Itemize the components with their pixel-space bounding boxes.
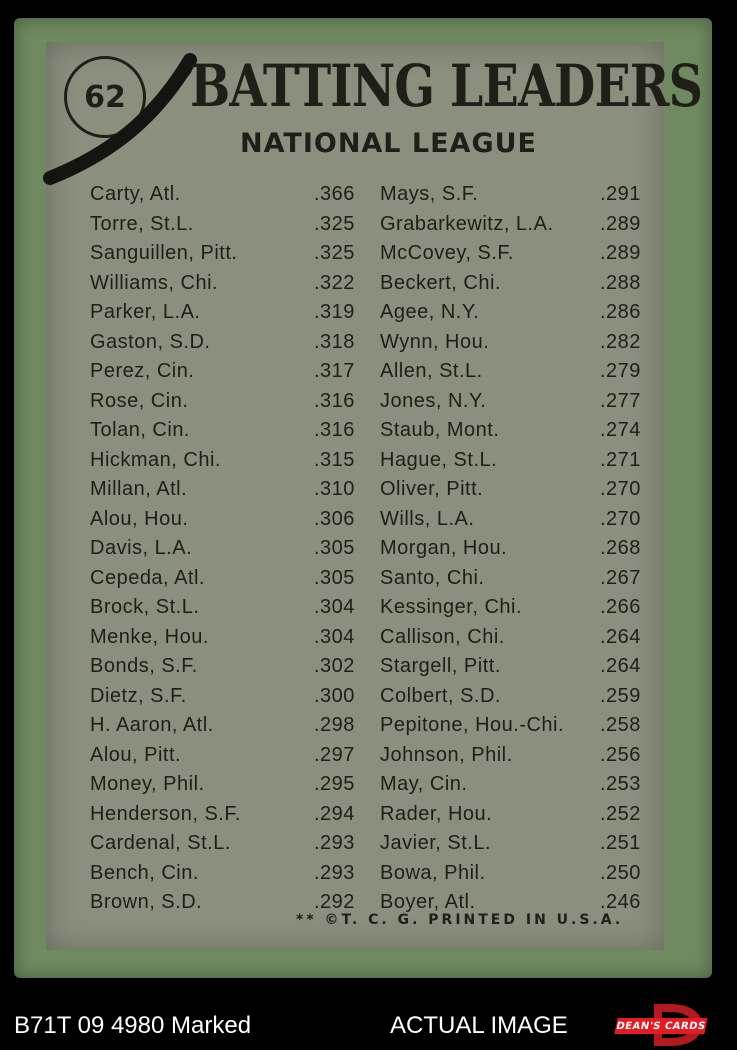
batting-average: .258 — [600, 714, 641, 736]
batting-average: .305 — [314, 537, 355, 559]
batting-average: .271 — [600, 448, 641, 471]
leader-row — [0, 360, 737, 388]
leader-row — [0, 596, 737, 624]
copyright-footer: ** ©T. C. G. PRINTED IN U.S.A. — [296, 912, 624, 928]
player-name: Mays, S.F. — [380, 183, 479, 205]
batting-average: .297 — [314, 743, 355, 766]
player-name: Santo, Chi. — [380, 566, 485, 589]
listing-caption: B71T 09 4980 Marked — [14, 1012, 252, 1039]
batting-average: .322 — [314, 271, 355, 294]
player-name: Alou, Pitt. — [90, 743, 182, 766]
batting-average: .264 — [600, 655, 641, 677]
batting-average: .282 — [600, 330, 641, 353]
leader-row — [0, 213, 737, 241]
batting-average: .250 — [600, 861, 641, 884]
batting-average: .304 — [314, 625, 355, 648]
batting-average: .268 — [600, 537, 641, 559]
batting-average: .277 — [600, 389, 641, 412]
player-name: Morgan, Hou. — [380, 537, 508, 559]
leader-row — [0, 242, 737, 270]
batting-average: .267 — [600, 566, 641, 589]
player-name: Hague, St.L. — [380, 448, 498, 471]
player-name: McCovey, S.F. — [380, 242, 514, 264]
player-name: Agee, N.Y. — [380, 301, 480, 323]
batting-average: .295 — [314, 773, 355, 795]
player-name: Williams, Chi. — [90, 271, 219, 294]
player-name: Allen, St.L. — [380, 360, 483, 382]
player-name: Millan, Atl. — [90, 478, 188, 500]
player-name: Brock, St.L. — [90, 596, 200, 618]
player-name: Parker, L.A. — [90, 301, 201, 323]
batting-average: .289 — [600, 212, 641, 235]
leader-row — [0, 685, 737, 713]
player-name: Rader, Hou. — [380, 802, 493, 825]
batting-average: .288 — [600, 271, 641, 294]
leader-row — [0, 567, 737, 595]
batting-average: .256 — [600, 743, 641, 766]
batting-average: .264 — [600, 625, 641, 648]
batting-average: .274 — [600, 419, 641, 441]
player-name: Hickman, Chi. — [90, 448, 221, 471]
batting-average: .246 — [600, 891, 641, 913]
batting-average: .253 — [600, 773, 641, 795]
player-name: Bonds, S.F. — [90, 655, 198, 677]
card-subtitle: NATIONAL LEAGUE — [240, 128, 537, 159]
leader-row — [0, 449, 737, 477]
player-name: Carty, Atl. — [90, 183, 181, 205]
player-name: H. Aaron, Atl. — [90, 714, 214, 736]
player-name: Menke, Hou. — [90, 625, 209, 648]
batting-average: .310 — [314, 478, 355, 500]
batting-average: .286 — [600, 301, 641, 323]
batting-average: .293 — [314, 832, 355, 854]
player-name: Johnson, Phil. — [380, 743, 513, 766]
player-name: Stargell, Pitt. — [380, 655, 501, 677]
player-name: Torre, St.L. — [90, 212, 194, 235]
card-number: 62 — [64, 56, 146, 138]
player-name: Davis, L.A. — [90, 537, 193, 559]
batting-average: .317 — [314, 360, 355, 382]
batting-average: .292 — [314, 891, 355, 913]
player-name: Jones, N.Y. — [380, 389, 487, 412]
player-name: Pepitone, Hou.-Chi. — [380, 714, 565, 736]
player-name: Kessinger, Chi. — [380, 596, 523, 618]
batting-average: .279 — [600, 360, 641, 382]
batting-average: .316 — [314, 389, 355, 412]
batting-average: .306 — [314, 507, 355, 530]
card-title: BATTING LEADERS — [190, 52, 703, 120]
player-name: Money, Phil. — [90, 773, 205, 795]
batting-average: .270 — [600, 507, 641, 530]
player-name: Javier, St.L. — [380, 832, 491, 854]
batting-average: .251 — [600, 832, 641, 854]
leader-row — [0, 508, 737, 536]
batting-average: .325 — [314, 212, 355, 235]
leader-row — [0, 537, 737, 565]
batting-average: .315 — [314, 448, 355, 471]
batting-average: .319 — [314, 301, 355, 323]
batting-average: .318 — [314, 330, 355, 353]
player-name: Cardenal, St.L. — [90, 832, 231, 854]
leader-row — [0, 773, 737, 801]
player-name: Bench, Cin. — [90, 861, 199, 884]
player-name: Tolan, Cin. — [90, 419, 190, 441]
player-name: Henderson, S.F. — [90, 802, 241, 825]
leader-row — [0, 862, 737, 890]
batting-average: .316 — [314, 419, 355, 441]
leader-row — [0, 655, 737, 683]
leader-row — [0, 301, 737, 329]
leader-row — [0, 331, 737, 359]
player-name: Sanguillen, Pitt. — [90, 242, 238, 264]
leader-row — [0, 626, 737, 654]
player-name: May, Cin. — [380, 773, 468, 795]
batting-average: .302 — [314, 655, 355, 677]
leader-row — [0, 714, 737, 742]
player-name: Beckert, Chi. — [380, 271, 501, 294]
batting-average: .300 — [314, 684, 355, 707]
batting-average: .305 — [314, 566, 355, 589]
player-name: Wynn, Hou. — [380, 330, 490, 353]
player-name: Callison, Chi. — [380, 625, 505, 648]
player-name: Boyer, Atl. — [380, 891, 476, 913]
batting-average: .293 — [314, 861, 355, 884]
batting-average: .294 — [314, 802, 355, 825]
player-name: Colbert, S.D. — [380, 684, 501, 707]
player-name: Brown, S.D. — [90, 891, 203, 913]
player-name: Bowa, Phil. — [380, 861, 486, 884]
batting-average: .259 — [600, 684, 641, 707]
leader-row — [0, 832, 737, 860]
batting-average: .325 — [314, 242, 355, 264]
leader-row — [0, 272, 737, 300]
player-name: Perez, Cin. — [90, 360, 195, 382]
player-name: Staub, Mont. — [380, 419, 500, 441]
batting-average: .270 — [600, 478, 641, 500]
actual-image-caption: ACTUAL IMAGE — [390, 1012, 568, 1039]
leader-row — [0, 183, 737, 211]
leader-row — [0, 478, 737, 506]
batting-average: .304 — [314, 596, 355, 618]
batting-average: .291 — [600, 183, 641, 205]
leader-row — [0, 803, 737, 831]
batting-average: .298 — [314, 714, 355, 736]
player-name: Dietz, S.F. — [90, 684, 187, 707]
player-name: Gaston, S.D. — [90, 330, 211, 353]
player-name: Grabarkewitz, L.A. — [380, 212, 554, 235]
leader-row — [0, 390, 737, 418]
batting-average: .252 — [600, 802, 641, 825]
player-name: Wills, L.A. — [380, 507, 475, 530]
leader-row — [0, 744, 737, 772]
batting-average: .266 — [600, 596, 641, 618]
player-name: Cepeda, Atl. — [90, 566, 205, 589]
player-name: Alou, Hou. — [90, 507, 189, 530]
batting-average: .366 — [314, 183, 355, 205]
player-name: Rose, Cin. — [90, 389, 189, 412]
batting-average: .289 — [600, 242, 641, 264]
leader-row — [0, 419, 737, 447]
player-name: Oliver, Pitt. — [380, 478, 484, 500]
logo-text: DEAN'S CARDS — [614, 1018, 707, 1034]
